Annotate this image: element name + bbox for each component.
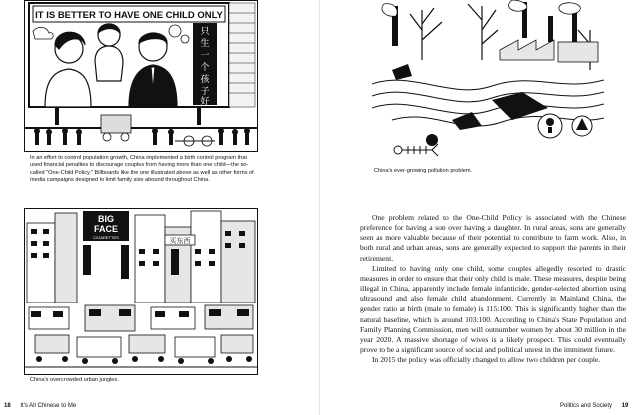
right-running-title: Politics and Society <box>560 403 613 409</box>
left-folio <box>4 403 76 409</box>
page-gutter <box>319 0 320 415</box>
cn-char: 子 <box>200 87 210 97</box>
cn-char: 只 <box>200 27 210 37</box>
sign-face: FACE <box>93 224 119 234</box>
one-child-billboard-illustration <box>24 0 258 152</box>
cn-char: 个 <box>200 63 210 73</box>
left-page-number: 18 <box>4 403 11 409</box>
sign-shop: 买东西 <box>169 237 191 245</box>
paragraph: One problem related to the One-Child Policy is associated with the Chinese preference for having a son over having a daughter. In rural areas, sons are generally seen as more valuable because of their potential to contribute to farm work. Also, in both rural and urban areas, sons are generally expected to support the parents in their retirement. <box>360 213 626 263</box>
sign-cigarettes: CIGARETTES <box>93 235 119 240</box>
fig1-caption: In an effort to control population growth, China implemented a birth control program that used financial penalties to discourage couples from having more than one child—the so-called "One-Child Policy." Billboards like the one illustrated above as well as other forms of media campaigns designed to limit family size abound throughout China. <box>30 155 254 183</box>
cn-char: 孩 <box>200 75 210 85</box>
cn-char: 生 <box>200 39 210 49</box>
sign-big: BIG <box>97 214 115 224</box>
fig3-caption: China's ever-growing pollution problem. <box>374 168 473 174</box>
urban-jungle-illustration <box>24 208 258 375</box>
cn-char: 一 <box>200 51 210 61</box>
paragraph: Limited to having only one child, some couples allegedly resorted to drastic measures in order to ensure that their only child is male. These measures, despite being illegal in China, apparently include female infanticide, gender-selected abortion using ultrasound and also female child abandonment. Currently in Mainland China, the gender ratio at birth (male to female) is 115:100. This is significantly higher than the natural baseline, which is around 103:100. According to China's State Population and Family Planning Commission, men will outnumber women by about 30 million in the year 2020. A massive shortage of wives is a likely prospect. This could eventually prove to be a significant source of social and political unrest in the imminent future. <box>360 263 626 355</box>
pollution-illustration <box>372 0 604 164</box>
left-running-title: It's All Chinese to Me <box>20 403 77 409</box>
fig2-caption: China's overcrowded urban jungles. <box>30 377 119 383</box>
body-text <box>360 213 626 365</box>
right-folio <box>560 403 628 409</box>
paragraph: In 2015 the policy was officially changed to allow two children per couple. <box>372 355 601 365</box>
right-page-number: 19 <box>621 403 629 409</box>
cn-char: 好 <box>200 97 210 107</box>
billboard-slogan: IT IS BETTER TO HAVE ONE CHILD ONLY <box>35 10 223 21</box>
